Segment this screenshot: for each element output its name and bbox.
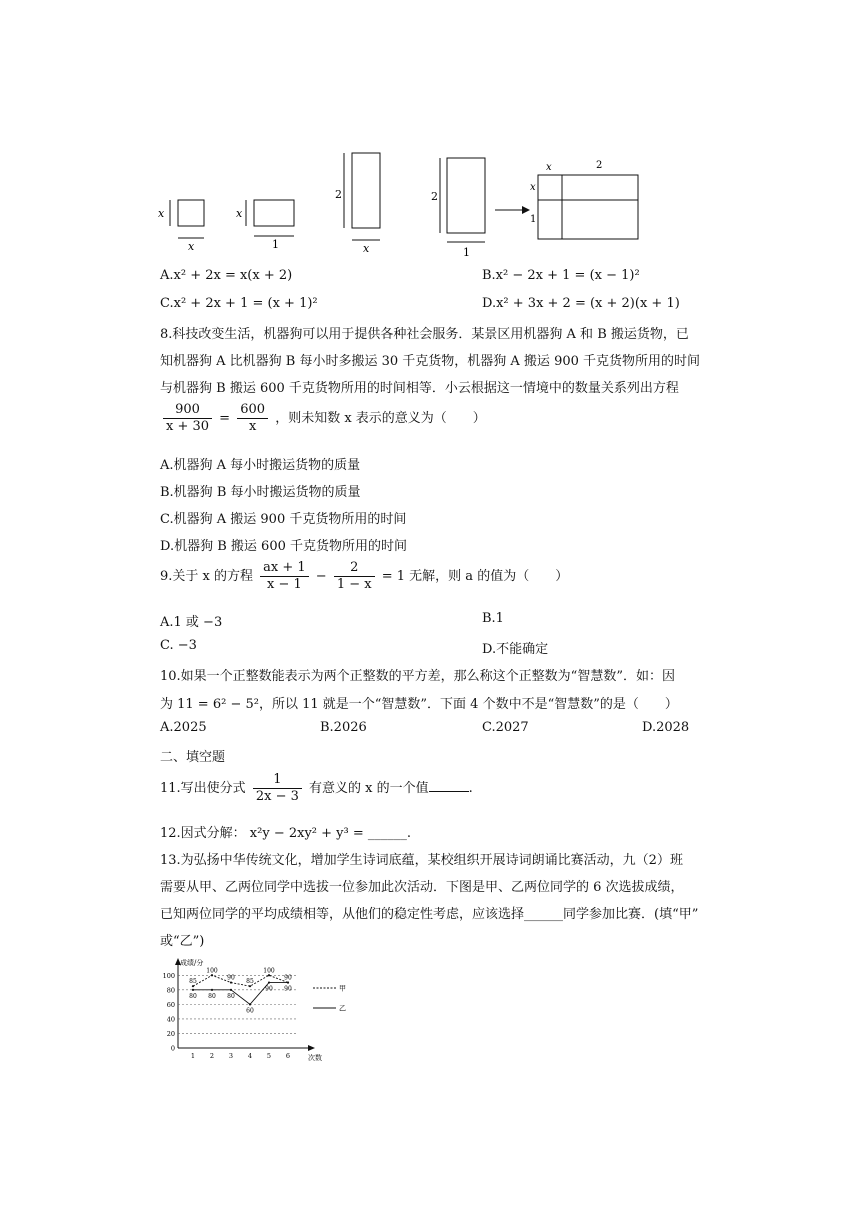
data-point [230, 989, 232, 991]
q9-option-b: B.1 [482, 611, 504, 626]
legend-label: 甲 [339, 984, 346, 993]
data-point [211, 989, 213, 991]
svg-text:x: x [530, 182, 536, 193]
svg-text:x: x [236, 207, 243, 220]
data-label: 90 [284, 974, 292, 982]
data-label: 80 [189, 992, 197, 1000]
q8-option-b: B.机器狗 B 每小时搬运货物的质量 [160, 485, 361, 500]
data-label: 100 [206, 967, 218, 975]
x-tick-label: 5 [266, 1052, 272, 1060]
q7-option-b: B.x² − 2x + 1 = (x − 1)² [482, 268, 640, 283]
q8-equation: $\frac{900}{x + 30}$ = $\frac{600}{x}$ ，则未知数 x 表示的意义为（ ） [160, 402, 486, 435]
data-point [211, 974, 213, 976]
x-tick-label: 6 [285, 1052, 291, 1060]
q8-option-c: C.机器狗 A 搬运 900 千克货物所用的时间 [160, 512, 407, 527]
q9-option-d: D.不能确定 [482, 642, 549, 657]
svg-text:2: 2 [431, 190, 438, 203]
rect-2-by-x [335, 153, 380, 255]
x-tick-label: 2 [209, 1052, 215, 1060]
x-axis-arrow [308, 1045, 315, 1051]
svg-text:1: 1 [272, 238, 279, 251]
q9-question: 9.关于 x 的方程 $\frac{ax + 1}{x - 1}$ − $\frac{2}{1 - x}$ = 1 无解，则 a 的值为（ ） [160, 560, 569, 592]
q10-option-d: D.2028 [642, 720, 690, 735]
svg-text:2: 2 [596, 160, 603, 171]
q10-option-c: C.2027 [482, 720, 529, 735]
data-label: 80 [227, 992, 235, 1000]
svg-text:x: x [158, 207, 165, 220]
q10-line-1: 10.如果一个正整数能表示为两个正整数的平方差，那么称这个正整数为“智慧数”．如：因 [160, 669, 675, 684]
y-axis-label: 成绩/分 [180, 959, 204, 967]
data-point [249, 985, 251, 987]
fraction: $\frac{600}{x}$ [237, 402, 268, 435]
svg-text:1: 1 [463, 246, 470, 259]
data-point [192, 989, 194, 991]
legend-label: 乙 [339, 1004, 346, 1013]
data-point [268, 974, 270, 976]
data-point [287, 981, 289, 983]
x-tick-label: 3 [228, 1052, 234, 1060]
svg-text:x: x [188, 240, 195, 253]
svg-text:x: x [363, 242, 370, 255]
svg-text:1: 1 [530, 214, 537, 225]
area-model-figure [150, 140, 670, 265]
q10-line-2: 为 11 = 6² − 5²，所以 11 就是一个“智慧数”．下面 4 个数中不是“智慧数”的是（ ） [160, 697, 678, 712]
x-tick-label: 1 [190, 1052, 196, 1060]
q13-line-1: 13.为弘扬中华传统文化，增加学生诗词底蕴，某校组织开展诗词朗诵比赛活动，九（2）班 [160, 853, 683, 868]
y-tick-label: 40 [166, 1015, 175, 1024]
q8-line-3: 与机器狗 B 搬运 600 千克货物所用的时间相等．小云根据这一情境中的数量关系列出方程 [160, 381, 679, 396]
data-label: 85 [189, 978, 197, 986]
fraction: $\frac{900}{x + 30}$ [163, 402, 212, 435]
data-label: 90 [265, 985, 273, 993]
data-label: 100 [263, 967, 275, 975]
fraction: $\frac{ax + 1}{x - 1}$ [260, 560, 309, 593]
q9-option-c: C. −3 [160, 638, 197, 653]
answer-blank[interactable] [429, 779, 469, 792]
fraction: $\frac{2}{1 - x}$ [334, 560, 375, 593]
q12-question: 12.因式分解： x²y − 2xy² + y³ = ______. [160, 826, 412, 841]
arrow-right-icon [495, 206, 530, 214]
y-tick-label: 0 [170, 1044, 175, 1053]
q13-line-4: 或“乙”) [160, 934, 205, 949]
svg-text:x: x [546, 162, 552, 173]
data-point [192, 985, 194, 987]
combined-rectangle [530, 160, 638, 239]
y-tick-label: 60 [166, 1000, 175, 1009]
series-line [193, 975, 288, 986]
y-tick-label: 100 [162, 971, 175, 980]
square-x-by-x [158, 200, 204, 253]
q11-question: 11.写出使分式 $\frac{1}{2x - 3}$ 有意义的 x 的一个值 . [160, 772, 473, 804]
data-label: 60 [246, 1007, 254, 1015]
q7-option-a: A.x² + 2x = x(x + 2) [160, 268, 293, 283]
q13-line-2: 需要从甲、乙两位同学中选拔一位参加此次活动．下图是甲、乙两位同学的 6 次选拔成绩， [160, 880, 684, 895]
q9-option-a: A.1 或 −3 [160, 615, 223, 630]
data-label: 90 [227, 974, 235, 982]
y-tick-label: 80 [166, 986, 175, 995]
y-tick-label: 20 [166, 1029, 175, 1038]
fraction: $\frac{1}{2x - 3}$ [253, 772, 302, 805]
score-line-chart [158, 955, 358, 1075]
q13-line-3: 已知两位同学的平均成绩相等，从他们的稳定性考虑，应该选择______同学参加比赛．(填“甲” [160, 907, 699, 922]
q8-line-1: 8.科技改变生活，机器狗可以用于提供各种社会服务．某景区用机器狗 A 和 B 搬运货物，已 [160, 327, 689, 342]
q8-option-a: A.机器狗 A 每小时搬运货物的质量 [160, 458, 361, 473]
data-label: 85 [246, 978, 254, 986]
data-label: 80 [208, 992, 216, 1000]
data-point [249, 1003, 251, 1005]
q8-option-d: D.机器狗 B 搬运 600 千克货物所用的时间 [160, 539, 407, 554]
rect-2-by-1 [431, 158, 485, 259]
q10-option-b: B.2026 [320, 720, 367, 735]
section-heading: 二、填空题 [160, 750, 226, 765]
q7-option-c: C.x² + 2x + 1 = (x + 1)² [160, 296, 318, 311]
q10-option-a: A.2025 [160, 720, 207, 735]
q7-option-d: D.x² + 3x + 2 = (x + 2)(x + 1) [482, 296, 680, 311]
data-point [230, 981, 232, 983]
data-point [268, 981, 270, 983]
data-label: 90 [284, 985, 292, 993]
rect-x-by-1 [236, 200, 294, 251]
q8-line-2: 知机器狗 A 比机器狗 B 每小时多搬运 30 千克货物，机器狗 A 搬运 900 千克货物所用的时间 [160, 354, 701, 369]
x-tick-label: 4 [247, 1052, 253, 1060]
svg-text:2: 2 [335, 188, 342, 201]
x-axis-label: 次数 [308, 1054, 322, 1062]
